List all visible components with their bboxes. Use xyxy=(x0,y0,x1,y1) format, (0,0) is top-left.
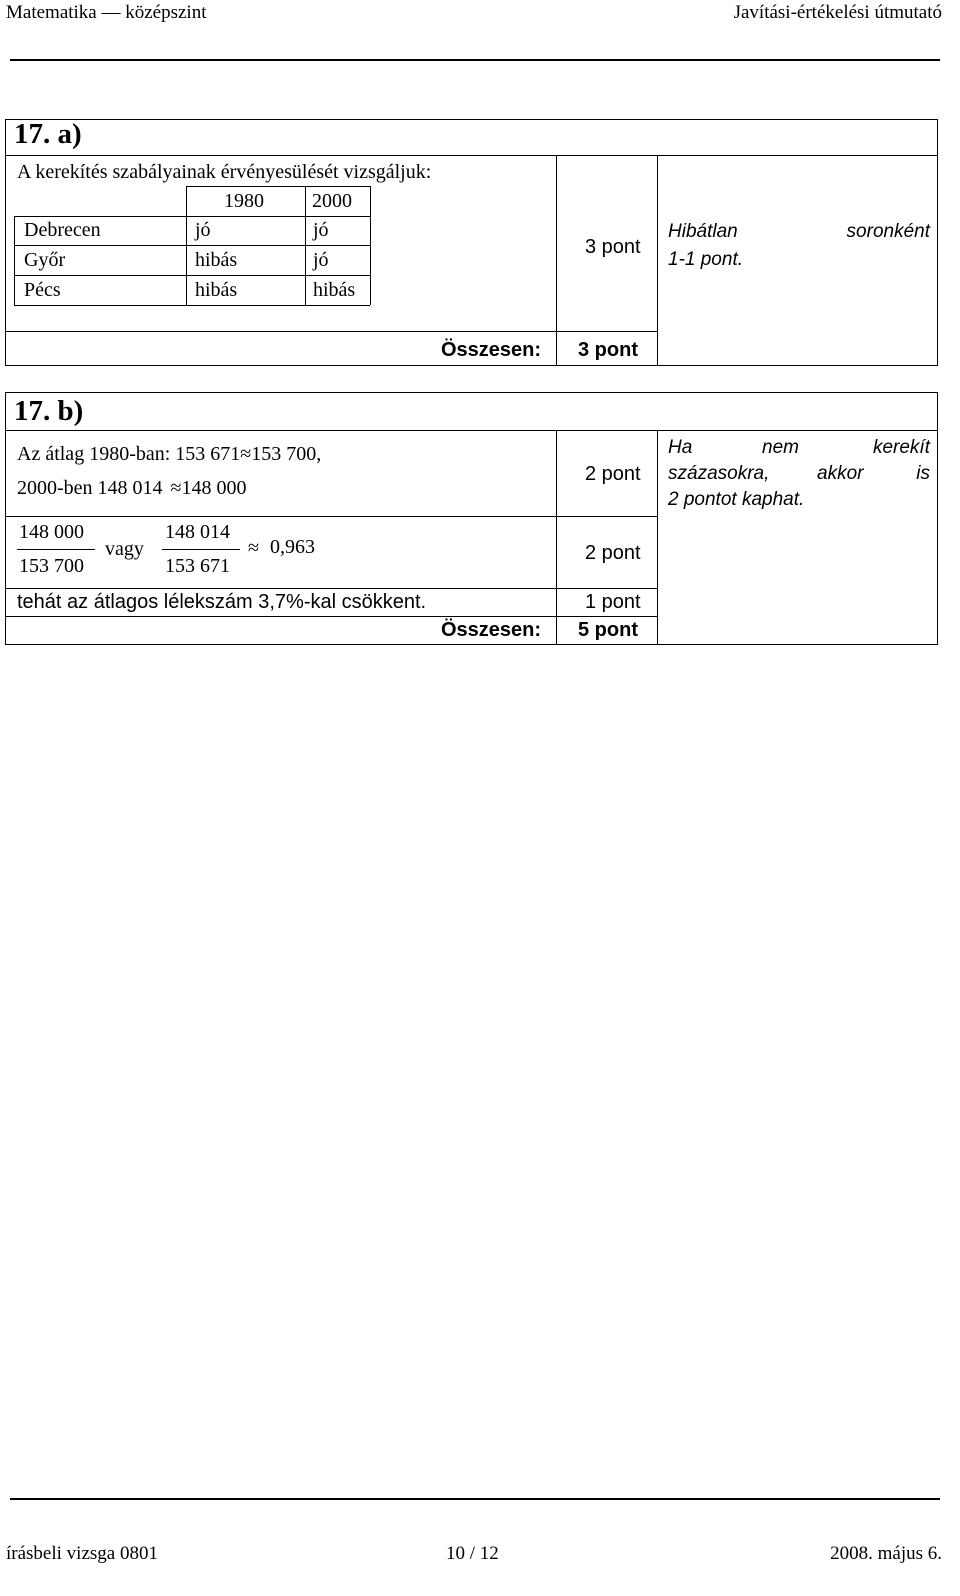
frac-or: vagy xyxy=(105,538,144,560)
table-header-2000: 2000 xyxy=(312,190,352,212)
task-a-title-divider xyxy=(5,155,938,156)
table-row-city: Győr xyxy=(24,249,66,271)
frac2-denominator: 153 671 xyxy=(165,555,230,577)
table-row-city: Pécs xyxy=(24,279,61,301)
approx-symbol: ≈ xyxy=(240,443,252,465)
footer-center: 10 / 12 xyxy=(446,1543,499,1564)
task-a-note-line1-right: soronként xyxy=(846,221,930,242)
comma: , xyxy=(316,443,322,465)
avg-1980-exact: 153 671 xyxy=(175,443,241,465)
task-a-total-divider xyxy=(5,331,657,332)
note-word: Ha xyxy=(668,437,693,458)
approx-symbol: ≈ xyxy=(170,477,182,499)
note-word: nem xyxy=(762,437,799,458)
table-cell: jó xyxy=(313,249,329,271)
frac-result: 0,963 xyxy=(270,536,315,558)
task-b-total-divider xyxy=(5,616,657,617)
task-b-total-label: Összesen: xyxy=(441,619,542,641)
task-b-col-divider-1 xyxy=(556,430,557,645)
task-a-points: 3 pont xyxy=(585,236,641,258)
frac2-bar xyxy=(162,549,240,550)
table-cell: jó xyxy=(313,219,329,241)
avg-1980-rounded: 153 700 xyxy=(251,443,317,465)
avg-2000-rounded: 148 000 xyxy=(181,477,247,499)
footer-rule xyxy=(10,1498,940,1500)
table-row-city: Debrecen xyxy=(24,219,101,241)
frac-approx: ≈ xyxy=(248,537,259,559)
task-a-title: 17. a) xyxy=(14,118,82,150)
task-a-box xyxy=(5,119,938,366)
task-a-intro: A kerekítés szabályainak érvényesülését vizsgáljuk: xyxy=(17,161,432,183)
frac2-numerator: 148 014 xyxy=(165,521,230,543)
table-cell: hibás xyxy=(313,279,356,301)
header-rule xyxy=(10,59,940,61)
task-a-col-divider-1 xyxy=(556,155,557,366)
footer-left: írásbeli vizsga 0801 xyxy=(6,1543,158,1564)
task-b-total-points: 5 pont xyxy=(578,619,638,641)
footer-right: 2008. május 6. xyxy=(830,1543,942,1564)
note-line: 2 pontot kaphat. xyxy=(668,489,805,510)
frac1-numerator: 148 000 xyxy=(19,521,84,543)
frac1-denominator: 153 700 xyxy=(19,555,84,577)
table-cell: hibás xyxy=(195,249,238,271)
task-a-col-divider-2 xyxy=(657,155,658,366)
note-word: is xyxy=(916,463,930,484)
task-b-points-2: 2 pont xyxy=(585,542,641,564)
avg-2000-exact: 148 014 xyxy=(97,477,163,499)
frac1-bar xyxy=(17,549,95,550)
task-a-note-line2: 1-1 pont. xyxy=(668,249,743,270)
task-a-total-points: 3 pont xyxy=(578,339,638,361)
conclusion: tehát az átlagos lélekszám 3,7%-kal csökkent. xyxy=(17,591,427,613)
avg-1980-label: Az átlag 1980-ban: xyxy=(17,443,176,465)
task-b-title-divider xyxy=(5,430,938,431)
task-b-points-1: 2 pont xyxy=(585,463,641,485)
note-word: kerekít xyxy=(872,437,930,458)
task-b-points-3: 1 pont xyxy=(585,591,641,613)
table-cell: hibás xyxy=(195,279,238,301)
header-left: Matematika — középszint xyxy=(6,2,207,23)
task-a-total-label: Összesen: xyxy=(441,339,542,361)
task-b-row-divider-2 xyxy=(5,588,657,589)
header-right: Javítási-értékelési útmutató xyxy=(733,2,942,23)
task-b-col-divider-2 xyxy=(657,430,658,645)
task-b-row-divider-1 xyxy=(5,516,657,517)
task-b-title: 17. b) xyxy=(14,395,84,427)
task-a-note-line1-left: Hibátlan xyxy=(668,221,738,242)
avg-2000-label: 2000-ben xyxy=(17,477,98,499)
table-cell: jó xyxy=(195,219,211,241)
note-word: akkor xyxy=(817,463,864,484)
table-header-1980: 1980 xyxy=(224,190,264,212)
note-word: százasokra, xyxy=(668,463,770,484)
avg-1980-line xyxy=(17,443,321,466)
avg-2000-line xyxy=(17,477,247,500)
